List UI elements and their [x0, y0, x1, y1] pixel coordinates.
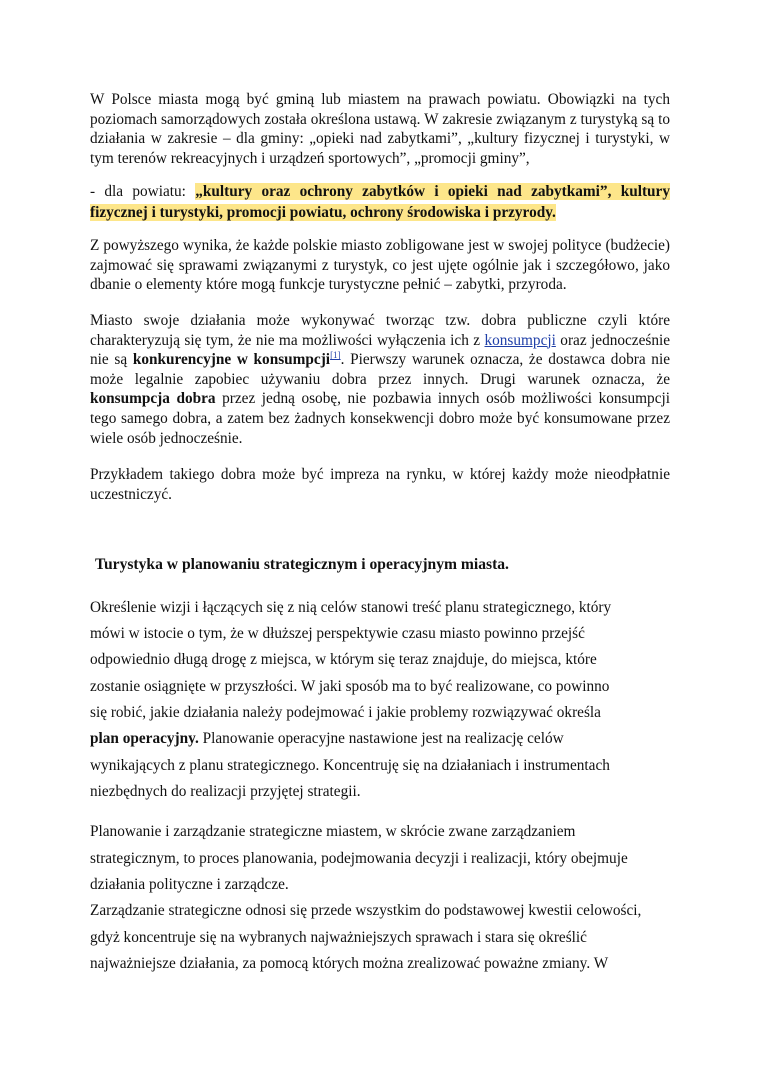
paragraph-obligation	[90, 236, 670, 295]
text-line: Określenie wizji i łączących się z nią celów stanowi treść planu strategicznego, który	[90, 599, 612, 616]
section-heading: Turystyka w planowaniu strategicznym i operacyjnym miasta.	[95, 556, 509, 573]
text-line: najważniejsze działania, za pomocą których można zrealizować poważne zmiany. W	[90, 955, 609, 972]
bold-term-konsumpcja: konsumpcja dobra	[90, 390, 216, 408]
text-line: gdyż koncentruje się na wybranych najważniejszych sprawach i stara się określić	[90, 929, 587, 946]
highlighted-text: „kultury oraz ochrony zabytków i opieki nad zabytkami”, kultury fizycznej i turystyki, promocji powiatu, ochrony środowiska i przyrody.	[90, 183, 670, 221]
text-line: zostanie osiągnięte w przyszłości. W jaki sposób ma to być realizowane, co powinno	[90, 678, 610, 695]
bold-term-plan-operacyjny: plan operacyjny.	[90, 730, 199, 747]
text-line: Planowanie i zarządzanie strategiczne miastem, w skrócie zwane zarządzaniem	[90, 823, 576, 840]
text-line: Zarządzanie strategiczne odnosi się przede wszystkim do podstawowej kwestii celowości,	[90, 902, 642, 919]
text-line: działania polityczne i zarządcze.	[90, 876, 289, 893]
paragraph-example	[90, 465, 670, 504]
paragraph-text: Z powyższego wynika, że każde polskie miasto zobligowane jest w swojej polityce (budżecie) zajmować się sprawami związanymi z turystyk, co jest ujęte ogólnie jak i szczegółowo, jako dbanie o elementy które mogą funkcje turystyczne pełnić – zabytki, przyroda.	[90, 237, 670, 294]
paragraph-text-part3: . Pierwszy warunek oznacza, że dostawca dobra nie może legalnie zapobiec używaniu dobra przez innych. Drugi warunek oznacza, że	[90, 351, 670, 388]
paragraph-dla-powiatu	[90, 182, 670, 223]
text-line: strategicznym, to proces planowania, podejmowania decyzji i realizacji, który obejmuje	[90, 850, 628, 867]
paragraph-prefix: - dla powiatu:	[90, 183, 186, 200]
paragraph-text: W Polsce miasta mogą być gminą lub miastem na prawach powiatu. Obowiązki na tych poziomach samorządowych została określona ustawą. W zakresie związanym z turystyką są to działania w zakresie – dla gminy: „opieki nad zabytkami”, „kultury fizycznej i turystyki, w tym terenów rekreacyjnych i urządzeń sportowych”, „promocji gminy”,	[90, 91, 670, 167]
text-line: się robić, jakie działania należy podejmować i jakie problemy rozwiązywać określa	[90, 704, 601, 721]
text-line	[90, 730, 564, 748]
text-line-rest: Planowanie operacyjne nastawione jest na realizację celów	[202, 730, 564, 747]
text-line: wynikających z planu strategicznego. Koncentruję się na działaniach i instrumentach	[90, 757, 610, 774]
footnote-link[interactable]: [1]	[330, 350, 341, 361]
paragraph-powiat-gmina	[90, 90, 670, 168]
paragraph-text-part4: przez jedną osobę, nie pozbawia innych osób możliwości konsumpcji tego samego dobra, a zatem bez żadnych konsekwencji dobro może być konsumowane przez wiele osób jednocześnie.	[90, 390, 670, 447]
text-line: niezbędnych do realizacji przyjętej strategii.	[90, 783, 361, 800]
text-line: odpowiednio długą drogę z miejsca, w którym się teraz znajduje, do miejsca, które	[90, 651, 597, 668]
paragraph-text-part1: Miasto swoje działania może wykonywać tworząc tzw. dobra publiczne czyli które charakteryzują się tym, że nie ma możliwości wyłączenia ich z	[90, 312, 670, 349]
paragraph-text-part2: oraz jednocześnie nie są	[90, 331, 671, 369]
text-line: mówi w istocie o tym, że w dłuższej perspektywie czasu miasto powinno przejść	[90, 625, 585, 642]
paragraph-public-goods	[90, 311, 670, 448]
paragraph-text: Przykładem takiego dobra może być impreza na rynku, w której każdy może nieodpłatnie uczestniczyć.	[90, 466, 670, 503]
bold-term-konkurencyjne: konkurencyjne w konsumpcji	[132, 351, 331, 369]
konsumpcja-link[interactable]: konsumpcji	[484, 331, 556, 349]
